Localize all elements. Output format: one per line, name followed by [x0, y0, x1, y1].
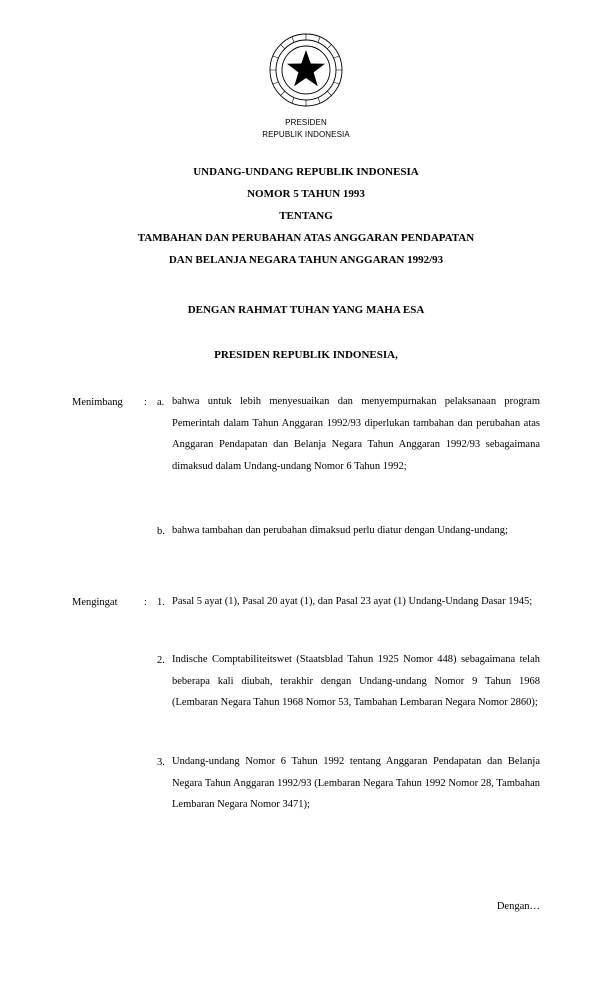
- menimbang-item-marker: b.: [157, 526, 165, 537]
- authority-heading: PRESIDEN REPUBLIK INDONESIA,: [214, 349, 398, 361]
- menimbang-colon: :: [144, 397, 147, 408]
- emblem-caption-line2: REPUBLIK INDONESIA: [262, 130, 350, 139]
- invocation: DENGAN RAHMAT TUHAN YANG MAHA ESA: [187, 304, 425, 316]
- menimbang-item-marker: a.: [157, 397, 165, 408]
- menimbang-label: Menimbang: [72, 397, 123, 408]
- menimbang-item-text: bahwa tambahan dan perubahan dimaksud perlu diatur dengan Undang-undang;: [172, 525, 508, 536]
- mengingat-colon: :: [144, 597, 147, 608]
- mengingat-label: Mengingat: [72, 597, 118, 608]
- mengingat-item-marker: 3.: [157, 757, 165, 768]
- title-line: UNDANG-UNDANG REPUBLIK INDONESIA: [193, 166, 419, 178]
- mengingat-item-marker: 1.: [157, 597, 165, 608]
- menimbang-item-text: bahwa untuk lebih menyesuaikan dan menyempurnakan pelaksanaan program Pemerintah dalam Tahun Anggaran 1992/93 diperlukan tambahan dan perubahan atas Anggaran Pendapatan dan Belanja Negara Tahun Anggaran 1992/93 sebagaimana dimaksud dalam Undang-undang Nomor 6 Tahun 1992;: [172, 396, 540, 472]
- title-line: TAMBAHAN DAN PERUBAHAN ATAS ANGGARAN PENDAPATAN: [137, 232, 475, 244]
- document-title: [0, 161, 612, 271]
- mengingat-item-marker: 2.: [157, 655, 165, 666]
- title-line: DAN BELANJA NEGARA TAHUN ANGGARAN 1992/93: [168, 254, 444, 266]
- emblem-caption-line1: PRESIDEN: [285, 118, 327, 127]
- presidential-emblem-icon: [266, 30, 346, 110]
- title-line: TENTANG: [279, 210, 333, 222]
- page-continuation: Dengan…: [496, 901, 540, 912]
- title-line: NOMOR 5 TAHUN 1993: [247, 188, 365, 200]
- mengingat-item-text: Undang-undang Nomor 6 Tahun 1992 tentang Anggaran Pendapatan dan Belanja Negara Tahun Anggaran 1992/93 (Lembaran Negara Tahun 1992 Nomor 28, Tambahan Lembaran Negara Nomor 3471);: [172, 756, 540, 810]
- mengingat-item-text: Indische Comptabiliteitswet (Staatsblad Tahun 1925 Nomor 448) sebagaimana telah beberapa kali diubah, terakhir dengan Undang-undang Nomor 9 Tahun 1968 (Lembaran Negara Tahun 1968 Nomor 53, Tambahan Lembaran Negara Nomor 2860);: [172, 654, 540, 708]
- mengingat-item-text: Pasal 5 ayat (1), Pasal 20 ayat (1), dan Pasal 23 ayat (1) Undang-Undang Dasar 1945;: [172, 596, 533, 607]
